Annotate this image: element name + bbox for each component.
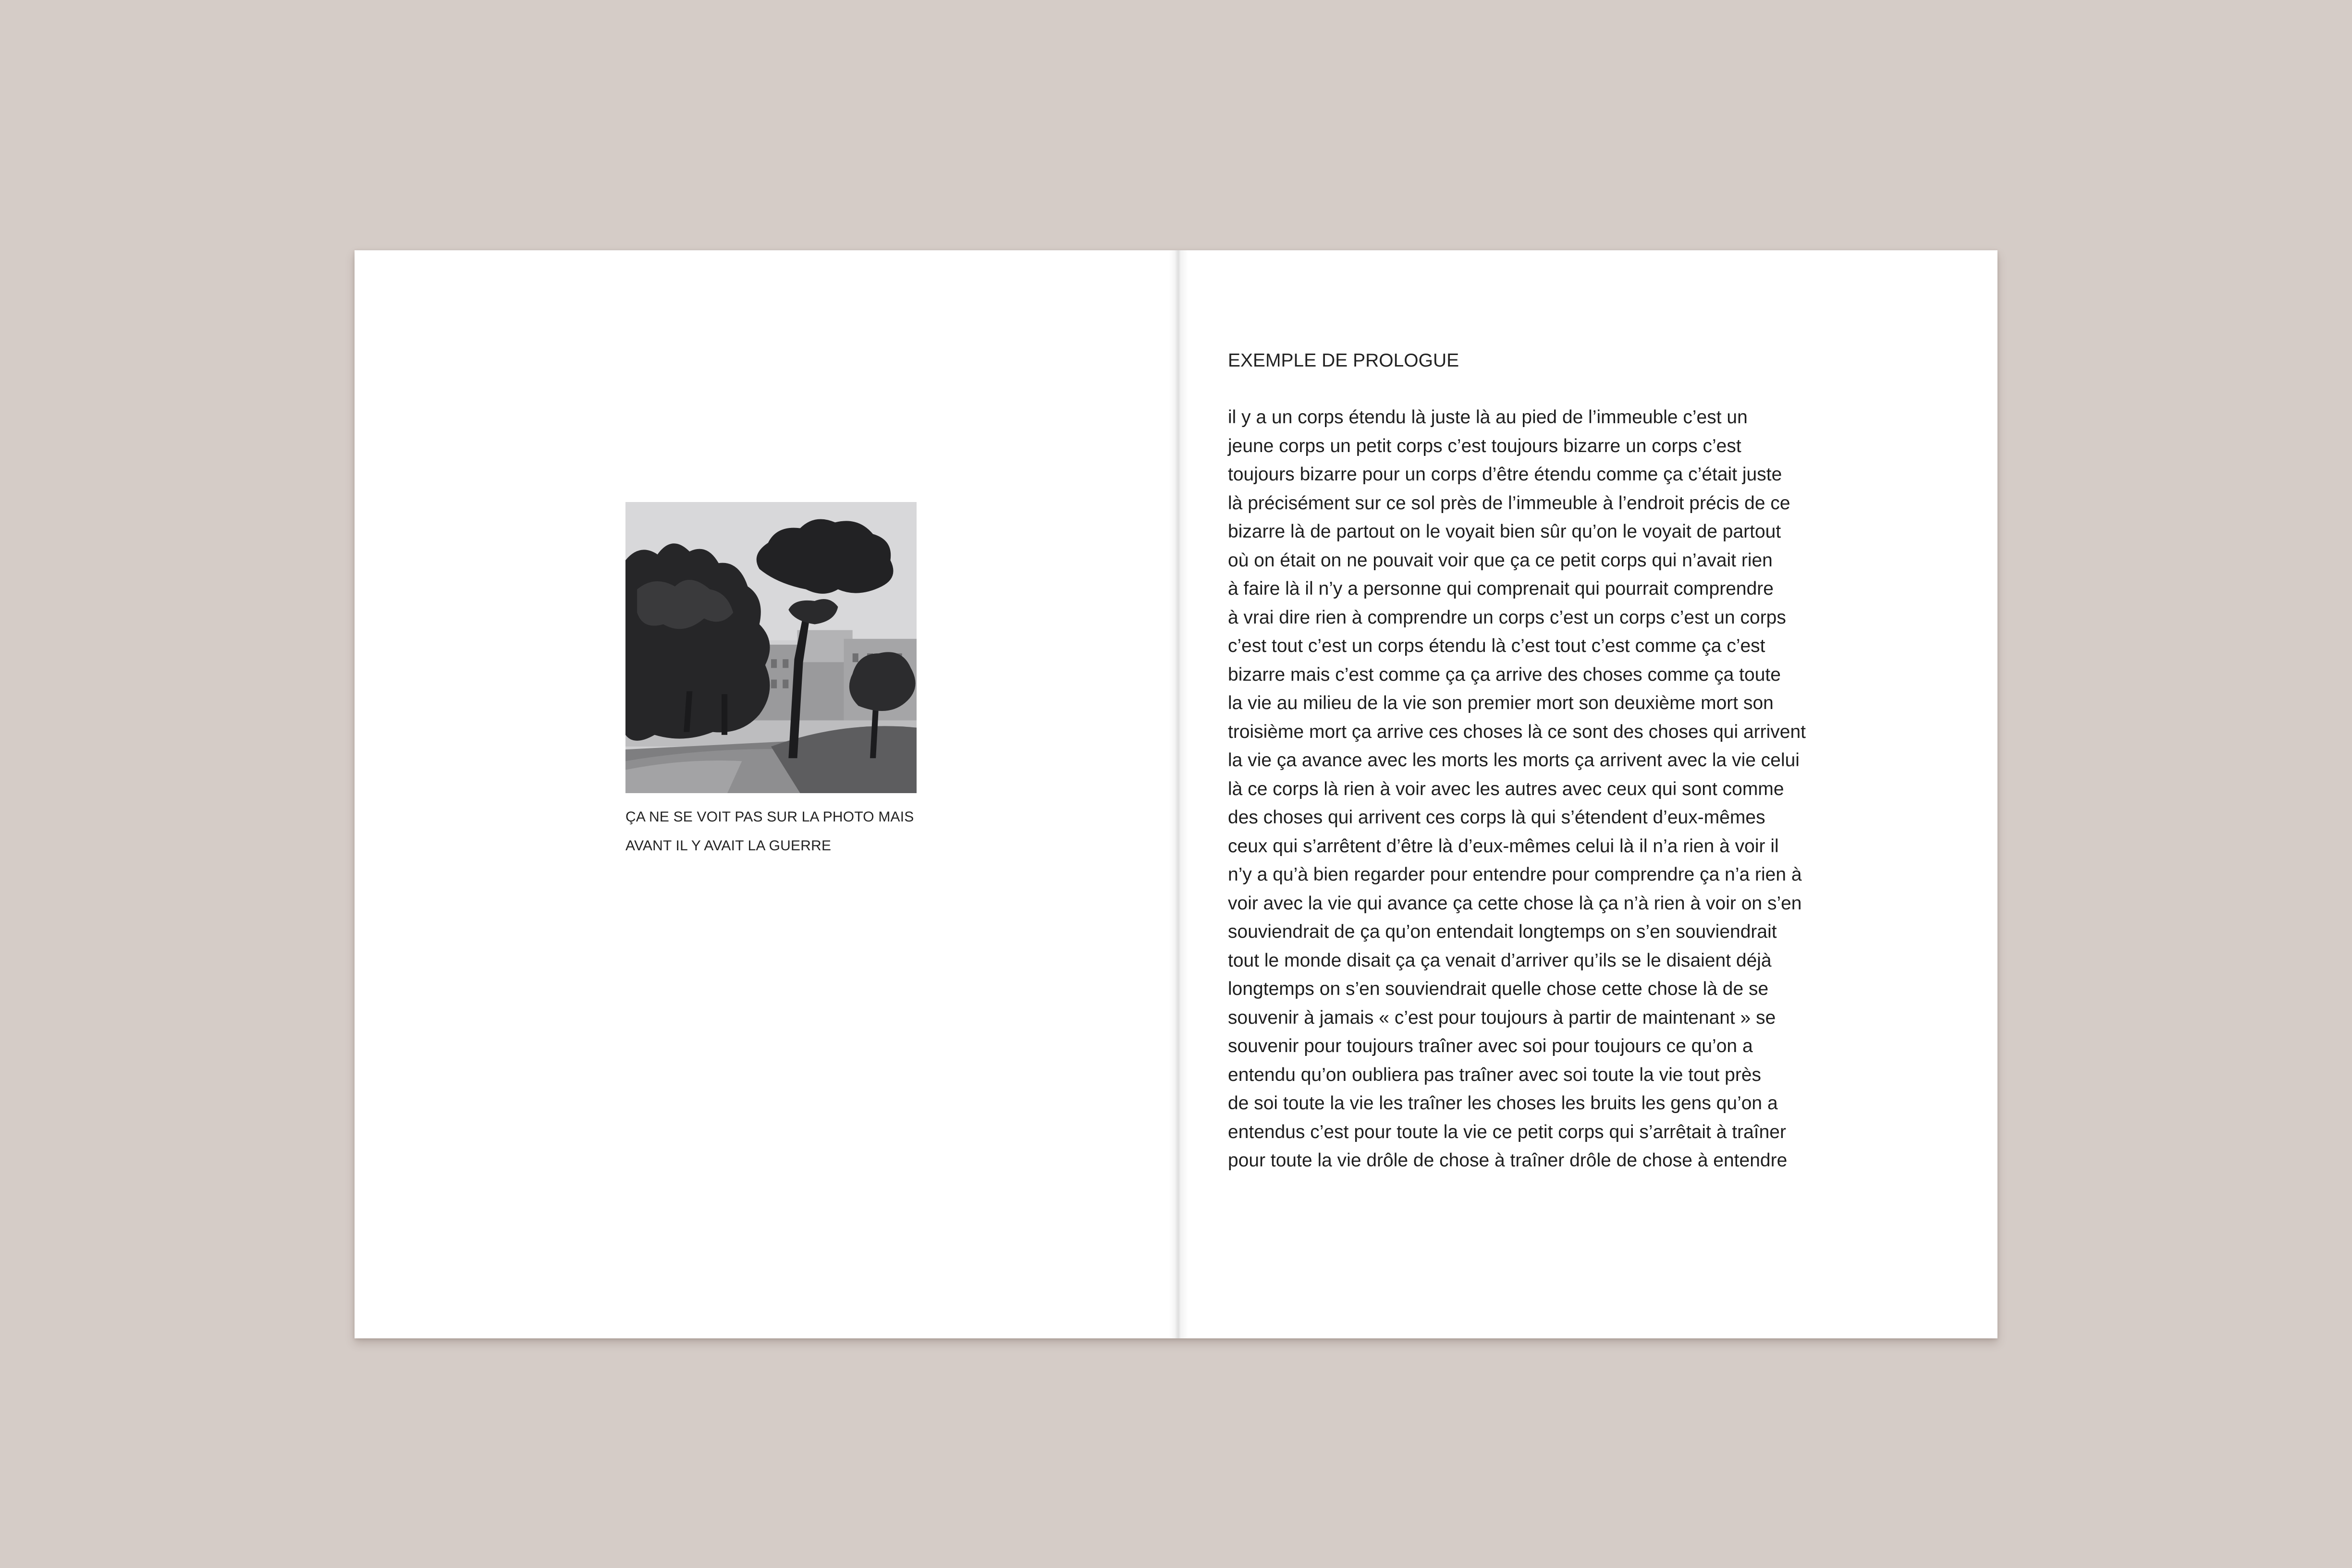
text-line: entendus c’est pour toute la vie ce petit corps qui s’arrêtait à traîner — [1228, 1121, 1786, 1142]
text-line: pour toute la vie drôle de chose à traîner drôle de chose à entendre — [1228, 1150, 1788, 1171]
text-line: longtemps on s’en souviendrait quelle chose cette chose là de se — [1228, 979, 1769, 999]
text-line: souviendrait de ça qu’on entendait longtemps on s’en souviendrait — [1228, 921, 1777, 942]
text-line: toujours bizarre pour un corps d’être étendu comme ça c’était juste — [1228, 464, 1782, 485]
text-line: jeune corps un petit corps c’est toujours bizarre un corps c’est — [1228, 435, 1741, 456]
text-line: la vie au milieu de la vie son premier mort son deuxième mort son — [1228, 693, 1774, 713]
text-line: il y a un corps étendu là juste là au pied de l’immeuble c’est un — [1228, 407, 1748, 428]
text-line: ceux qui s’arrêtent d’être là d’eux-mêmes celui là il n’a rien à voir il — [1228, 835, 1779, 857]
text-line: de soi toute la vie les traîner les choses les bruits les gens qu’on a — [1228, 1093, 1778, 1114]
text-line: n’y a qu’à bien regarder pour entendre pour comprendre ça n’a rien à — [1228, 864, 1802, 885]
caption-line: AVANT IL Y AVAIT LA GUERRE — [625, 838, 832, 854]
prologue-text — [1228, 403, 1806, 1175]
caption-line: ÇA NE SE VOIT PAS SUR LA PHOTO MAIS — [625, 809, 914, 825]
photo-caption — [625, 803, 962, 860]
text-line: souvenir à jamais « c’est pour toujours à partir de maintenant » se — [1228, 1007, 1776, 1028]
text-line: là précisément sur ce sol près de l’immeuble à l’endroit précis de ce — [1228, 492, 1790, 514]
text-line: à faire là il n’y a personne qui comprenait qui pourrait comprendre — [1228, 578, 1774, 599]
text-line: des choses qui arrivent ces corps là qui s’étendent d’eux-mêmes — [1228, 807, 1765, 828]
book-spread — [355, 250, 1997, 1338]
left-page — [355, 250, 1176, 1338]
text-line: souvenir pour toujours traîner avec soi pour toujours ce qu’on a — [1228, 1036, 1753, 1056]
text-line: à vrai dire rien à comprendre un corps c’est un corps c’est un corps — [1228, 607, 1786, 628]
right-page — [1176, 250, 1997, 1338]
text-line: entendu qu’on oubliera pas traîner avec soi toute la vie tout près — [1228, 1064, 1762, 1085]
text-line: bizarre mais c’est comme ça ça arrive des choses comme ça toute — [1228, 664, 1781, 685]
text-line: troisième mort ça arrive ces choses là ce sont des choses qui arrivent — [1228, 721, 1806, 742]
text-line: où on était on ne pouvait voir que ça ce petit corps qui n’avait rien — [1228, 550, 1773, 571]
tree-photo — [625, 502, 917, 793]
text-line: tout le monde disait ça ça venait d’arriver qu’ils se le disaient déjà — [1228, 950, 1772, 971]
text-line: voir avec la vie qui avance ça cette chose là ça n’à rien à voir on s’en — [1228, 893, 1802, 914]
text-line: là ce corps là rien à voir avec les autres avec ceux qui sont comme — [1228, 778, 1784, 799]
text-line: bizarre là de partout on le voyait bien sûr qu’on le voyait de partout — [1228, 521, 1781, 542]
text-line: c’est tout c’est un corps étendu là c’est tout c’est comme ça c’est — [1228, 636, 1765, 656]
chapter-title: EXEMPLE DE PROLOGUE — [1228, 350, 1459, 371]
text-line: la vie ça avance avec les morts les morts ça arrivent avec la vie celui — [1228, 750, 1800, 771]
